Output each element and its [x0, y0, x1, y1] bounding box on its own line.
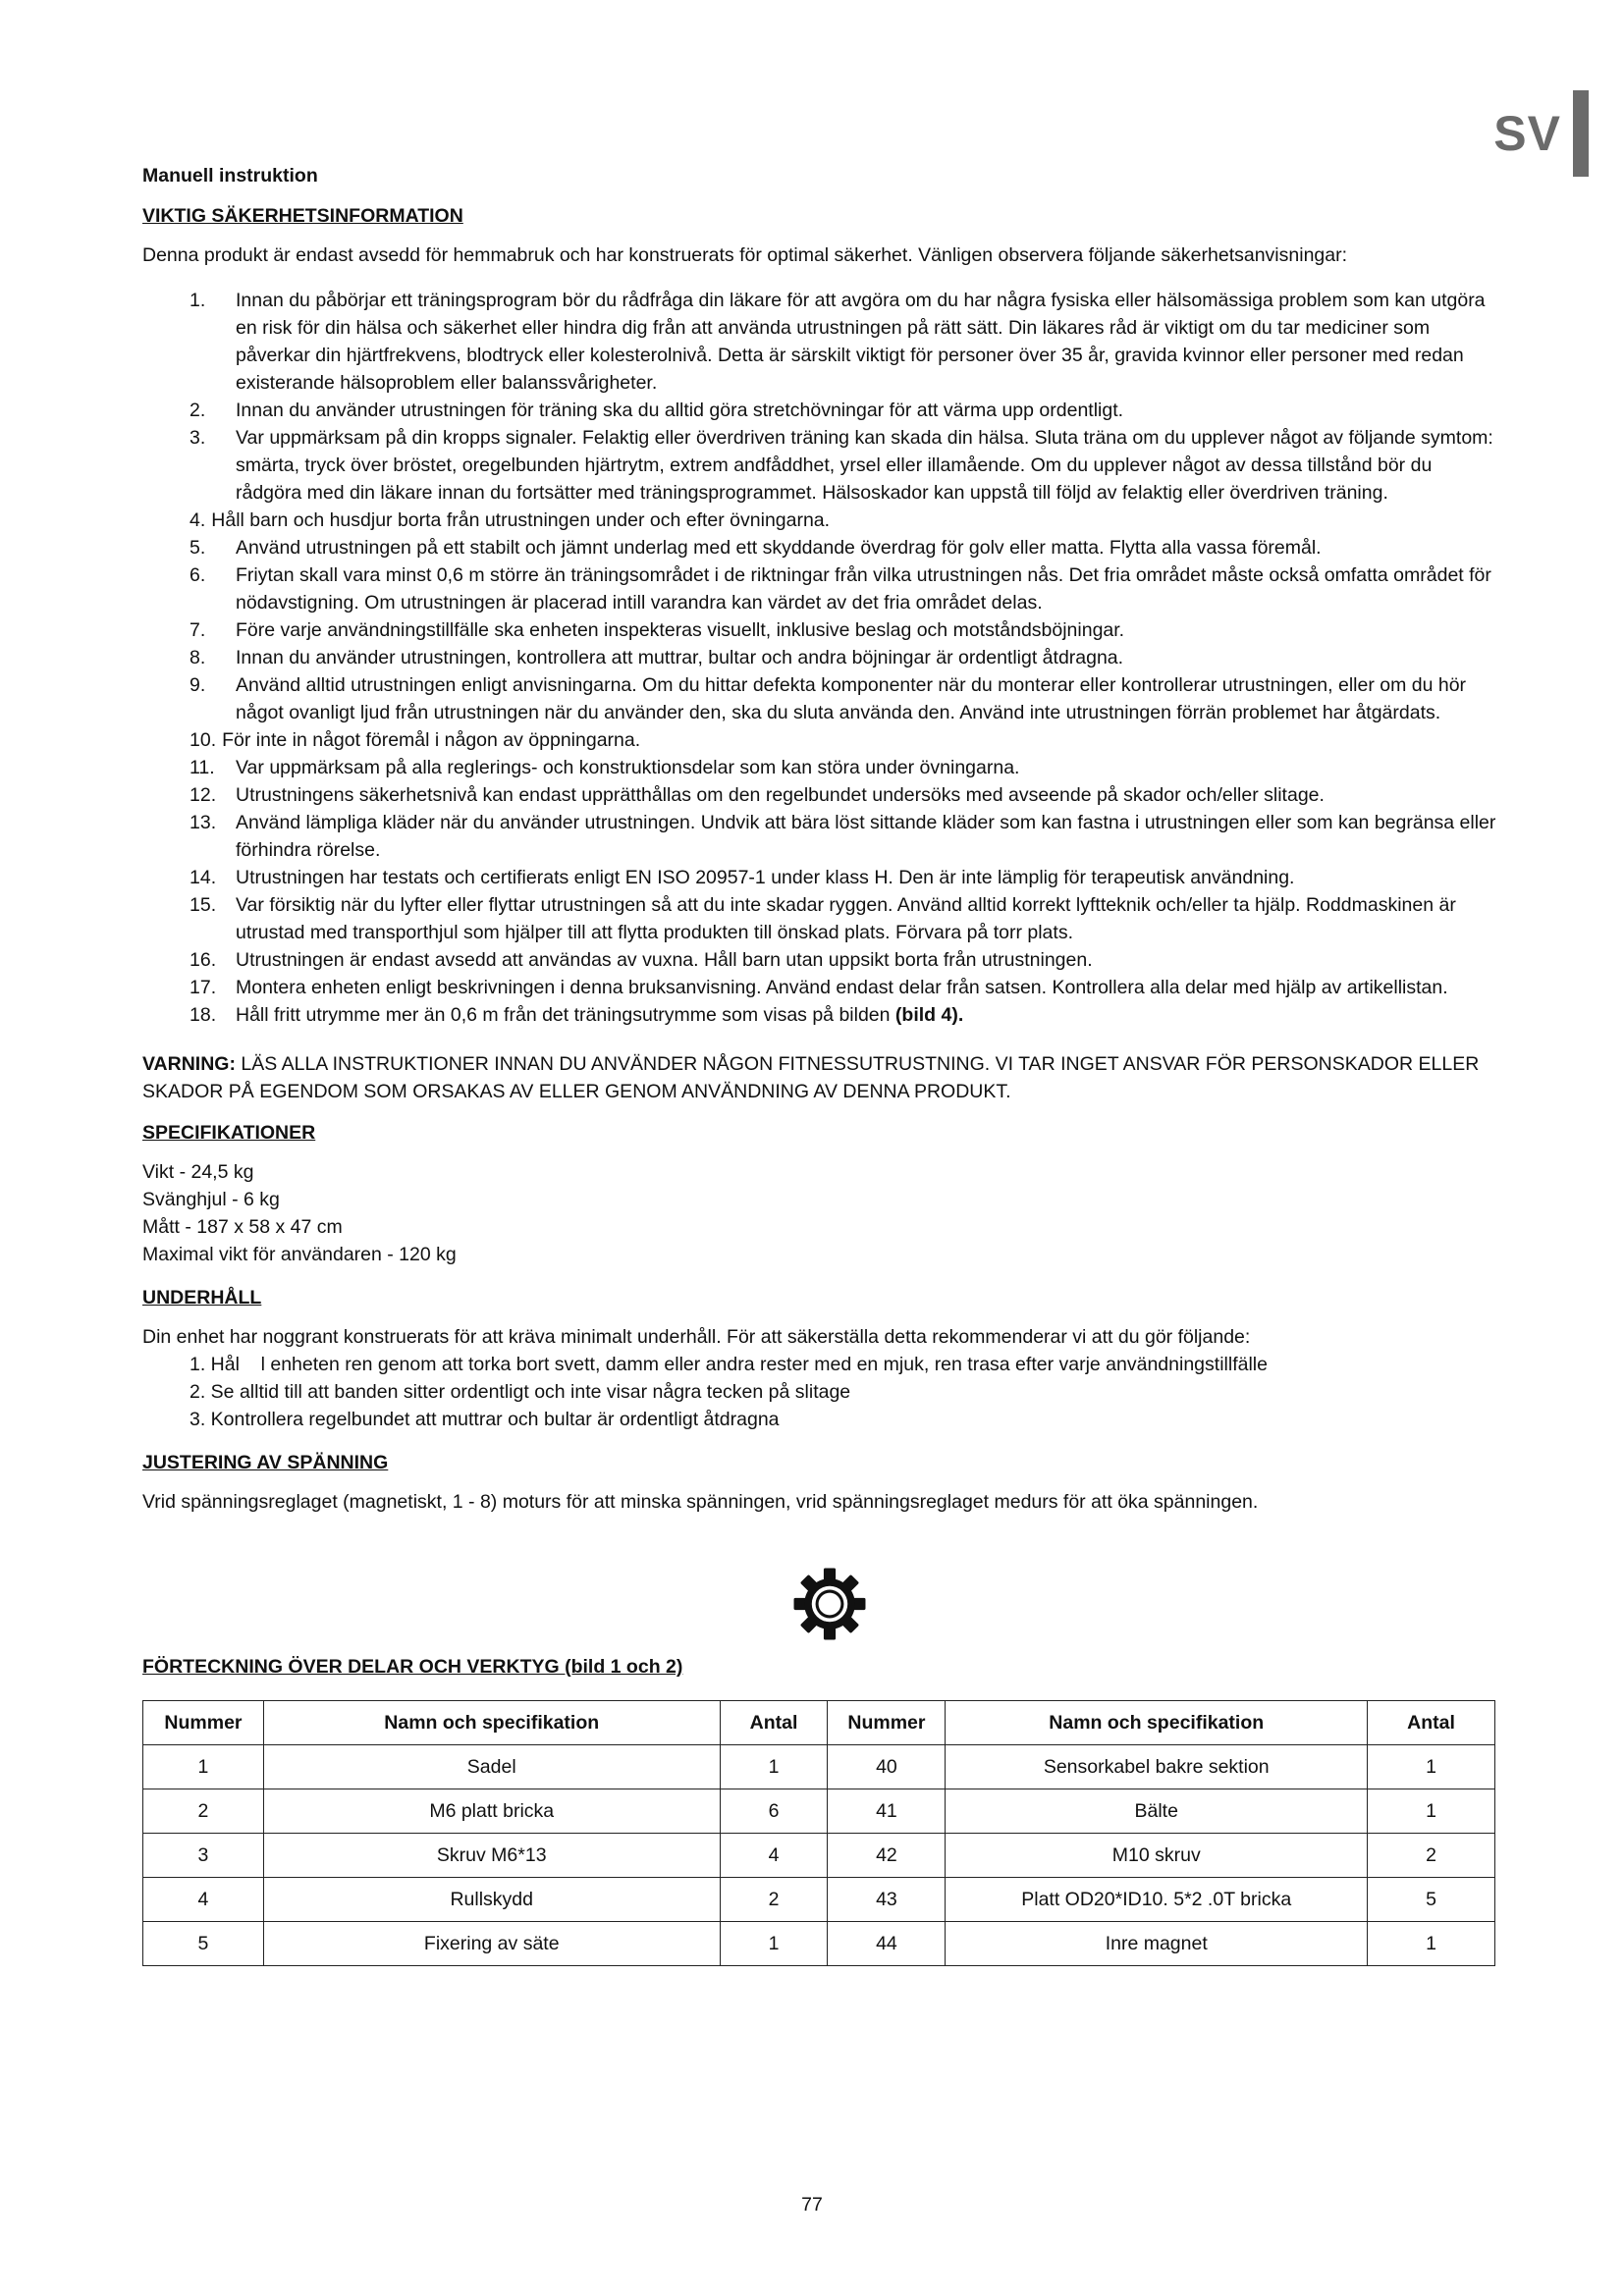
figure-reference: (bild 4). — [894, 1004, 964, 1026]
language-marker-bar — [1573, 90, 1589, 177]
table-row — [143, 1834, 1495, 1878]
parts-table — [142, 1700, 1495, 1966]
table-cell: 1 — [1368, 1922, 1495, 1966]
table-cell: 44 — [828, 1922, 946, 1966]
table-cell: 40 — [828, 1745, 946, 1789]
safety-item-12: 12. Utrustningens säkerhetsnivå kan endast upprätthållas om den regelbundet undersöks med avseende på skador och/eller slitage. — [189, 784, 1325, 806]
maintenance-list — [142, 1351, 1497, 1433]
table-cell: 43 — [828, 1878, 946, 1922]
safety-item-3: 3. Var uppmärksam på din kropps signaler. Felaktig eller överdriven träning kan skada din hälsa. Sluta träna om du upplever något av följande symtom: smärta, tryck över bröstet, oregelbunden hjärtrytm, extrem andfåddhet, yrsel eller illamående. Om du upplever något av dessa tillstånd bör du rådgöra med din läkare innan du fortsätter med träningsprogrammet. Hälsoskador kan uppstå till följd av felaktig eller överdriven träning. — [189, 427, 1493, 504]
table-cell: 6 — [720, 1789, 828, 1834]
table-cell: Fixering av säte — [263, 1922, 720, 1966]
safety-item-6: 6. Friytan skall vara minst 0,6 m större än träningsområdet i de riktningar från vilka utrustningen nås. Det fria området måste också omfatta området för nödavstigning. Om utrustningen är placerad intill varandra kan värdet av det fria området delas. — [189, 564, 1491, 614]
safety-item-1: 1. Innan du påbörjar ett träningsprogram bör du rådfråga din läkare för att avgöra om du har några fysiska eller hälsomässiga problem som kan utgöra en risk för din hälsa och säkerhet eller hindra dig från att använda utrustningen på rätt sätt. Din läkares råd är viktigt om du tar mediciner som påverkar din hjärtfrekvens, blodtryck eller kolesterolnivå. Detta är särskilt viktigt för personer över 35 år, gravida kvinnor eller personer med redan existerande hälsoproblem eller balanssvårigheter. — [189, 290, 1486, 394]
table-cell: 1 — [720, 1745, 828, 1789]
table-cell: 5 — [143, 1922, 264, 1966]
safety-intro: Denna produkt är endast avsedd för hemmabruk och har konstruerats för optimal säkerhet. Vänligen observera följande säkerhetsanvisningar: — [142, 244, 1348, 266]
table-cell: Inre magnet — [946, 1922, 1368, 1966]
table-cell: 1 — [720, 1922, 828, 1966]
maintenance-item-2: 2. Se alltid till att banden sitter ordentligt och inte visar några tecken på slitage — [189, 1381, 851, 1403]
table-cell: 2 — [1368, 1834, 1495, 1878]
table-cell: Rullskydd — [263, 1878, 720, 1922]
safety-item-17: 17. Montera enheten enligt beskrivningen i denna bruksanvisning. Använd endast delar från satsen. Kontrollera alla delar med hjälp av artikellistan. — [189, 977, 1448, 998]
table-cell: 1 — [143, 1745, 264, 1789]
column-header: Antal — [720, 1701, 828, 1745]
safety-item-11: 11. Var uppmärksam på alla reglerings- och konstruktionsdelar som kan störa under övningarna. — [189, 757, 1020, 778]
warning-text: LÄS ALLA INSTRUKTIONER INNAN DU ANVÄNDER NÅGON FITNESSUTRUSTNING. VI TAR INGET ANSVAR FÖR PERSONSKADOR ELLER SKADOR PÅ EGENDOM SOM ORSAKAS AV ELLER GENOM ANVÄNDNING AV DENNA PRODUKT. — [142, 1053, 1480, 1102]
maintenance-heading: UNDERHÅLL — [142, 1287, 262, 1308]
table-cell: 1 — [1368, 1789, 1495, 1834]
maintenance-intro: Din enhet har noggrant konstruerats för att kräva minimalt underhåll. För att säkerställa detta rekommenderar vi att du gör följande: — [142, 1326, 1251, 1348]
safety-item-9: 9. Använd alltid utrustningen enligt anvisningarna. Om du hittar defekta komponenter när du monterar eller kontrollerar utrustningen, eller om du hör något ovanligt ljud från utrustningen när du använder den, ska du sluta använda den. Använd inte utrustningen förrän problemet har åtgärdats. — [189, 674, 1467, 723]
maintenance-item-3: 3. Kontrollera regelbundet att muttrar och bultar är ordentligt åtdragna — [189, 1409, 780, 1430]
maintenance-section — [142, 1284, 1497, 1433]
table-row — [143, 1878, 1495, 1922]
safety-heading: VIKTIG SÄKERHETSINFORMATION — [142, 205, 463, 227]
gear-icon — [792, 1567, 867, 1641]
safety-item-7: 7. Före varje användningstillfälle ska enheten inspekteras visuellt, inklusive beslag och motståndsböjningar. — [189, 619, 1125, 641]
warning-label: VARNING: — [142, 1053, 236, 1075]
safety-item-4: 4. Håll barn och husdjur borta från utrustningen under och efter övningarna. — [189, 509, 831, 531]
table-cell: Skruv M6*13 — [263, 1834, 720, 1878]
safety-item-18: 18. Håll fritt utrymme mer än 0,6 m från det träningsutrymme som visas på bilden (bild 4). — [189, 1004, 964, 1026]
document-title: Manuell instruktion — [142, 165, 318, 187]
column-header: Namn och specifikation — [946, 1701, 1368, 1745]
table-row — [143, 1789, 1495, 1834]
table-cell: 5 — [1368, 1878, 1495, 1922]
safety-item-15: 15. Var försiktig när du lyfter eller flyttar utrustningen så att du inte skadar ryggen. Använd alltid korrekt lyftteknik och/eller ta hjälp. Roddmaskinen är utrustad med transporthjul som hjälper till att flytta produkten till önskad plats. Förvara på torr plats. — [189, 894, 1456, 943]
specifications-section — [142, 1119, 1497, 1268]
tools-gear-symbol — [142, 1567, 1497, 1641]
spec-max-user-weight: Maximal vikt för användaren - 120 kg — [142, 1244, 457, 1265]
page-number: 77 — [801, 2194, 823, 2216]
safety-item-16: 16. Utrustningen är endast avsedd att användas av vuxna. Håll barn utan uppsikt borta från utrustningen. — [189, 949, 1093, 971]
tension-section — [142, 1449, 1497, 1516]
table-cell: M6 platt bricka — [263, 1789, 720, 1834]
table-cell: 3 — [143, 1834, 264, 1878]
safety-item-13: 13. Använd lämpliga kläder när du använder utrustningen. Undvik att bära löst sittande kläder som kan fastna i utrustningen eller som kan begränsa eller förhindra rörelse. — [189, 812, 1496, 861]
table-cell: Sensorkabel bakre sektion — [946, 1745, 1368, 1789]
warning-notice — [142, 1050, 1497, 1105]
table-cell: M10 skruv — [946, 1834, 1368, 1878]
table-cell: 41 — [828, 1789, 946, 1834]
table-cell: 2 — [143, 1789, 264, 1834]
table-row — [143, 1745, 1495, 1789]
maintenance-item-1: 1. Hål l enheten ren genom att torka bort svett, damm eller andra rester med en mjuk, ren trasa efter varje användningstillfälle — [189, 1354, 1268, 1375]
parts-heading: FÖRTECKNING ÖVER DELAR OCH VERKTYG (bild 1 och 2) — [142, 1656, 683, 1678]
spec-weight: Vikt - 24,5 kg — [142, 1161, 254, 1183]
table-cell: Sadel — [263, 1745, 720, 1789]
table-cell: 1 — [1368, 1745, 1495, 1789]
column-header: Nummer — [828, 1701, 946, 1745]
table-cell: 2 — [720, 1878, 828, 1922]
table-cell: Platt OD20*ID10. 5*2 .0T bricka — [946, 1878, 1368, 1922]
safety-item-2: 2. Innan du använder utrustningen för träning ska du alltid göra stretchövningar för att värma upp ordentligt. — [189, 400, 1124, 421]
table-cell: 4 — [143, 1878, 264, 1922]
specifications-heading: SPECIFIKATIONER — [142, 1122, 316, 1144]
column-header: Nummer — [143, 1701, 264, 1745]
safety-item-5: 5. Använd utrustningen på ett stabilt och jämnt underlag med ett skyddande överdrag för golv eller matta. Flytta alla vassa föremål. — [189, 537, 1322, 559]
table-row — [143, 1922, 1495, 1966]
language-badge — [1493, 90, 1589, 177]
column-header: Antal — [1368, 1701, 1495, 1745]
table-cell: Bälte — [946, 1789, 1368, 1834]
safety-list — [142, 287, 1497, 1029]
spec-dimensions: Mått - 187 x 58 x 47 cm — [142, 1216, 343, 1238]
column-header: Namn och specifikation — [263, 1701, 720, 1745]
safety-item-14: 14. Utrustningen har testats och certifierats enligt EN ISO 20957-1 under klass H. Den är inte lämplig för terapeutisk användning. — [189, 867, 1295, 888]
page-content — [142, 162, 1497, 1966]
safety-item-10: 10. För inte in något föremål i någon av öppningarna. — [189, 729, 641, 751]
spec-flywheel: Svänghjul - 6 kg — [142, 1189, 280, 1210]
table-header-row — [143, 1701, 1495, 1745]
safety-item-8: 8. Innan du använder utrustningen, kontrollera att muttrar, bultar och andra böjningar är ordentligt åtdragna. — [189, 647, 1124, 668]
tension-text: Vrid spänningsreglaget (magnetiskt, 1 - 8) moturs för att minska spänningen, vrid spänningsreglaget medurs för att öka spänningen. — [142, 1491, 1259, 1513]
table-cell: 42 — [828, 1834, 946, 1878]
table-cell: 4 — [720, 1834, 828, 1878]
language-code: SV — [1493, 106, 1561, 161]
tension-heading: JUSTERING AV SPÄNNING — [142, 1452, 389, 1473]
